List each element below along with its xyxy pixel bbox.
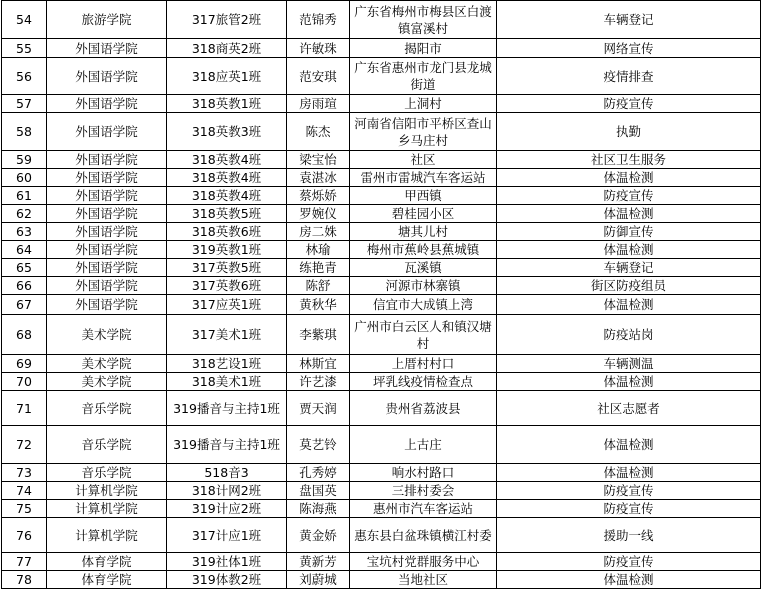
table-row <box>2 277 761 295</box>
cell-location: 贵州省荔波县 <box>350 391 497 426</box>
cell-number: 71 <box>2 391 47 426</box>
cell-college: 外国语学院 <box>47 241 167 259</box>
cell-name: 梁宝怡 <box>287 151 350 169</box>
cell-number: 69 <box>2 355 47 373</box>
cell-college: 外国语学院 <box>47 169 167 187</box>
cell-task: 防疫站岗 <box>497 315 761 355</box>
cell-task: 车辆测温 <box>497 355 761 373</box>
cell-name: 李紫琪 <box>287 315 350 355</box>
cell-name: 许艺漆 <box>287 373 350 391</box>
cell-name: 房雨瑄 <box>287 95 350 113</box>
cell-number: 57 <box>2 95 47 113</box>
table-row <box>2 464 761 482</box>
cell-college: 美术学院 <box>47 315 167 355</box>
table-row <box>2 223 761 241</box>
cell-location: 河南省信阳市平桥区查山乡马庄村 <box>350 113 497 151</box>
cell-number: 55 <box>2 39 47 58</box>
cell-college: 体育学院 <box>47 553 167 571</box>
cell-college: 外国语学院 <box>47 259 167 277</box>
cell-location: 上洞村 <box>350 95 497 113</box>
cell-location: 上古庄 <box>350 426 497 464</box>
cell-class: 319计应2班 <box>167 500 287 518</box>
cell-task: 执勤 <box>497 113 761 151</box>
table-row <box>2 187 761 205</box>
cell-class: 319社体1班 <box>167 553 287 571</box>
cell-college: 外国语学院 <box>47 187 167 205</box>
cell-class: 318计网2班 <box>167 482 287 500</box>
cell-number: 65 <box>2 259 47 277</box>
cell-class: 317应英1班 <box>167 295 287 315</box>
cell-task: 体温检测 <box>497 295 761 315</box>
cell-name: 黄秋华 <box>287 295 350 315</box>
cell-name: 陈海燕 <box>287 500 350 518</box>
cell-class: 318英教4班 <box>167 187 287 205</box>
cell-number: 67 <box>2 295 47 315</box>
table-row <box>2 95 761 113</box>
cell-number: 59 <box>2 151 47 169</box>
cell-college: 音乐学院 <box>47 391 167 426</box>
table-row <box>2 39 761 58</box>
table-row <box>2 205 761 223</box>
cell-name: 林瑜 <box>287 241 350 259</box>
cell-name: 陈杰 <box>287 113 350 151</box>
cell-number: 64 <box>2 241 47 259</box>
cell-task: 防疫宣传 <box>497 553 761 571</box>
cell-location: 三排村委会 <box>350 482 497 500</box>
table-row <box>2 518 761 553</box>
cell-college: 音乐学院 <box>47 464 167 482</box>
cell-number: 63 <box>2 223 47 241</box>
cell-name: 罗婉仪 <box>287 205 350 223</box>
cell-college: 音乐学院 <box>47 426 167 464</box>
table-row <box>2 113 761 151</box>
table-row <box>2 241 761 259</box>
cell-name: 莫艺铃 <box>287 426 350 464</box>
cell-number: 56 <box>2 58 47 95</box>
cell-number: 61 <box>2 187 47 205</box>
cell-task: 社区卫生服务 <box>497 151 761 169</box>
cell-name: 房二姝 <box>287 223 350 241</box>
table-row <box>2 151 761 169</box>
cell-name: 范安琪 <box>287 58 350 95</box>
cell-name: 范锦秀 <box>287 1 350 39</box>
cell-task: 防疫宣传 <box>497 500 761 518</box>
cell-college: 计算机学院 <box>47 500 167 518</box>
cell-location: 宝坑村党群服务中心 <box>350 553 497 571</box>
cell-task: 体温检测 <box>497 426 761 464</box>
table-row <box>2 391 761 426</box>
cell-number: 58 <box>2 113 47 151</box>
cell-task: 体温检测 <box>497 373 761 391</box>
cell-location: 揭阳市 <box>350 39 497 58</box>
cell-task: 车辆登记 <box>497 259 761 277</box>
table-row <box>2 58 761 95</box>
cell-class: 318英教1班 <box>167 95 287 113</box>
cell-number: 54 <box>2 1 47 39</box>
cell-class: 317计应1班 <box>167 518 287 553</box>
cell-task: 疫情排查 <box>497 58 761 95</box>
cell-college: 旅游学院 <box>47 1 167 39</box>
cell-class: 318英教5班 <box>167 205 287 223</box>
cell-college: 外国语学院 <box>47 58 167 95</box>
cell-number: 66 <box>2 277 47 295</box>
cell-task: 体温检测 <box>497 571 761 589</box>
cell-location: 上厝村村口 <box>350 355 497 373</box>
cell-task: 社区志愿者 <box>497 391 761 426</box>
cell-name: 蔡烁娇 <box>287 187 350 205</box>
cell-location: 甲西镇 <box>350 187 497 205</box>
table-row <box>2 295 761 315</box>
cell-location: 雷州市雷城汽车客运站 <box>350 169 497 187</box>
cell-location: 惠州市汽车客运站 <box>350 500 497 518</box>
cell-location: 碧桂园小区 <box>350 205 497 223</box>
cell-college: 外国语学院 <box>47 95 167 113</box>
cell-class: 518音3 <box>167 464 287 482</box>
cell-class: 318英教4班 <box>167 151 287 169</box>
table-row <box>2 315 761 355</box>
cell-location: 广东省惠州市龙门县龙城街道 <box>350 58 497 95</box>
cell-college: 美术学院 <box>47 373 167 391</box>
cell-task: 防疫宣传 <box>497 187 761 205</box>
cell-location: 广州市白云区人和镇汉塘村 <box>350 315 497 355</box>
table-row <box>2 571 761 589</box>
cell-college: 外国语学院 <box>47 277 167 295</box>
cell-task: 网络宣传 <box>497 39 761 58</box>
cell-name: 盘国英 <box>287 482 350 500</box>
cell-task: 体温检测 <box>497 205 761 223</box>
cell-name: 袁湛冰 <box>287 169 350 187</box>
table-row <box>2 355 761 373</box>
cell-class: 317英教6班 <box>167 277 287 295</box>
cell-task: 体温检测 <box>497 169 761 187</box>
cell-location: 当地社区 <box>350 571 497 589</box>
table-row <box>2 553 761 571</box>
table-row <box>2 169 761 187</box>
cell-location: 梅州市蕉岭县蕉城镇 <box>350 241 497 259</box>
cell-name: 许敏珠 <box>287 39 350 58</box>
cell-location: 坪乳线疫情检查点 <box>350 373 497 391</box>
cell-task: 体温检测 <box>497 464 761 482</box>
cell-location: 惠东县白盆珠镇横江村委 <box>350 518 497 553</box>
cell-college: 外国语学院 <box>47 151 167 169</box>
table-row <box>2 259 761 277</box>
cell-task: 街区防疫组员 <box>497 277 761 295</box>
cell-college: 计算机学院 <box>47 482 167 500</box>
cell-number: 76 <box>2 518 47 553</box>
cell-class: 319播音与主持1班 <box>167 391 287 426</box>
cell-name: 练艳青 <box>287 259 350 277</box>
cell-location: 响水村路口 <box>350 464 497 482</box>
cell-name: 黄新芳 <box>287 553 350 571</box>
cell-location: 塘其儿村 <box>350 223 497 241</box>
cell-location: 河源市林寨镇 <box>350 277 497 295</box>
cell-class: 319体教2班 <box>167 571 287 589</box>
cell-number: 75 <box>2 500 47 518</box>
cell-class: 318美术1班 <box>167 373 287 391</box>
cell-number: 77 <box>2 553 47 571</box>
cell-class: 318英教6班 <box>167 223 287 241</box>
cell-class: 318英教4班 <box>167 169 287 187</box>
cell-class: 318艺设1班 <box>167 355 287 373</box>
cell-class: 318英教3班 <box>167 113 287 151</box>
cell-class: 318商英2班 <box>167 39 287 58</box>
cell-college: 外国语学院 <box>47 223 167 241</box>
cell-class: 318应英1班 <box>167 58 287 95</box>
cell-task: 体温检测 <box>497 241 761 259</box>
cell-name: 刘蔚城 <box>287 571 350 589</box>
cell-number: 73 <box>2 464 47 482</box>
table-row <box>2 426 761 464</box>
cell-location: 瓦溪镇 <box>350 259 497 277</box>
cell-college: 外国语学院 <box>47 39 167 58</box>
cell-class: 317旅管2班 <box>167 1 287 39</box>
cell-college: 体育学院 <box>47 571 167 589</box>
cell-college: 计算机学院 <box>47 518 167 553</box>
table-row <box>2 1 761 39</box>
table-body <box>2 1 761 589</box>
cell-location: 社区 <box>350 151 497 169</box>
cell-college: 美术学院 <box>47 355 167 373</box>
cell-location: 广东省梅州市梅县区白渡镇富溪村 <box>350 1 497 39</box>
cell-task: 援助一线 <box>497 518 761 553</box>
cell-number: 72 <box>2 426 47 464</box>
cell-number: 62 <box>2 205 47 223</box>
cell-class: 317美术1班 <box>167 315 287 355</box>
cell-task: 防疫宣传 <box>497 482 761 500</box>
table-row <box>2 482 761 500</box>
volunteer-table <box>1 0 761 589</box>
cell-name: 陈舒 <box>287 277 350 295</box>
cell-number: 60 <box>2 169 47 187</box>
cell-college: 外国语学院 <box>47 295 167 315</box>
cell-location: 信宜市大成镇上湾 <box>350 295 497 315</box>
cell-name: 林斯宜 <box>287 355 350 373</box>
cell-name: 黄金娇 <box>287 518 350 553</box>
cell-name: 贾天润 <box>287 391 350 426</box>
cell-number: 68 <box>2 315 47 355</box>
cell-number: 70 <box>2 373 47 391</box>
cell-class: 317英教5班 <box>167 259 287 277</box>
cell-college: 外国语学院 <box>47 113 167 151</box>
cell-number: 78 <box>2 571 47 589</box>
table-row <box>2 500 761 518</box>
cell-class: 319播音与主持1班 <box>167 426 287 464</box>
cell-task: 车辆登记 <box>497 1 761 39</box>
table-row <box>2 373 761 391</box>
cell-name: 孔秀婷 <box>287 464 350 482</box>
cell-college: 外国语学院 <box>47 205 167 223</box>
cell-class: 319英教1班 <box>167 241 287 259</box>
cell-number: 74 <box>2 482 47 500</box>
cell-task: 防疫宣传 <box>497 95 761 113</box>
cell-task: 防御宣传 <box>497 223 761 241</box>
